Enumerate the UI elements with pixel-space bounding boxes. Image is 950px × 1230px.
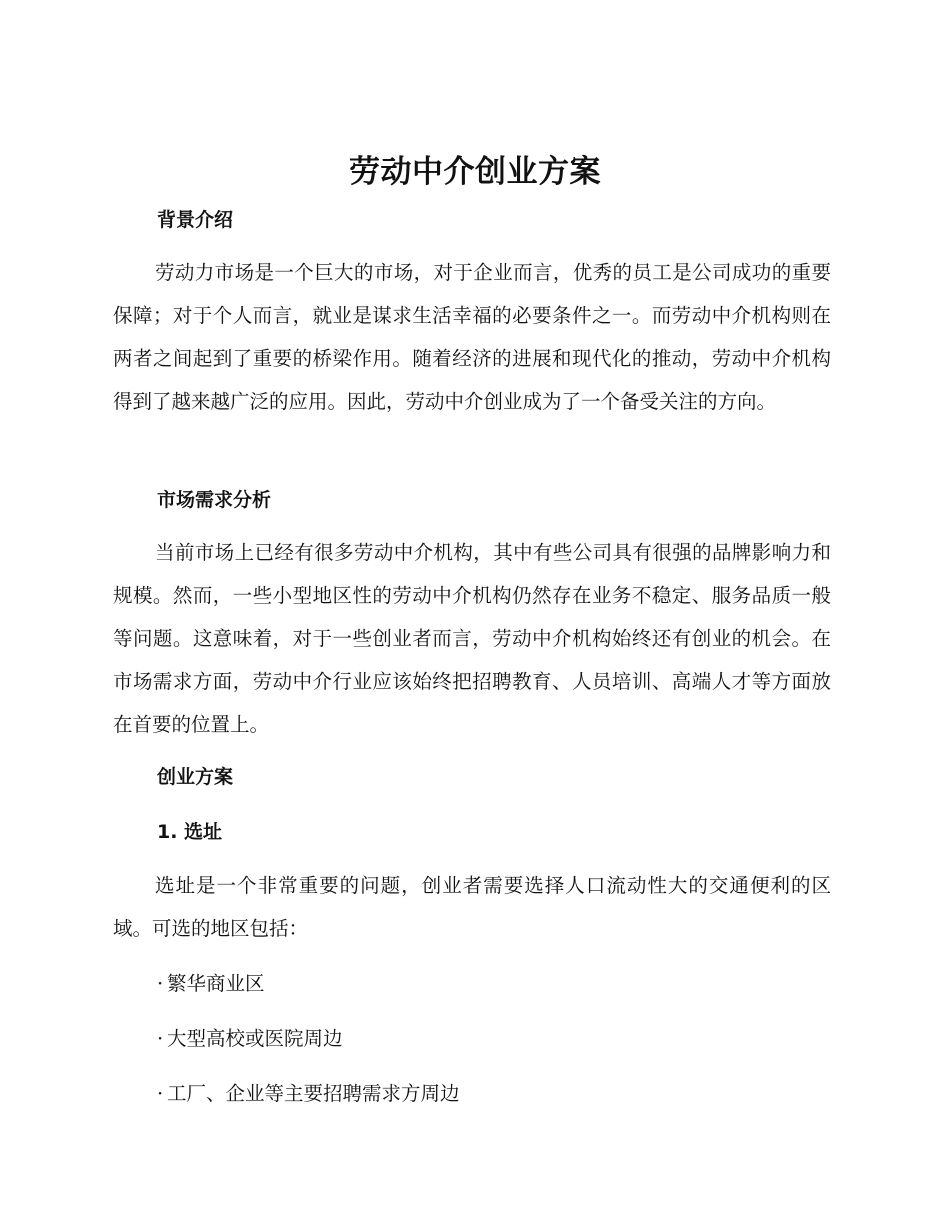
- paragraph-market-analysis: 当前市场上已经有很多劳动中介机构，其中有些公司具有很强的品牌影响力和规模。然而，一些小型地区性的劳动中介机构仍然存在业务不稳定、服务品质一般等问题。这意味着，对于一些创业者而言，劳动中介机构始终还有创业的机会。在市场需求方面，劳动中介行业应该始终把招聘教育、人员培训、高端人才等方面放在首要的位置上。: [113, 541, 831, 736]
- paragraph-background: 劳动力市场是一个巨大的市场，对于企业而言，优秀的员工是公司成功的重要保障；对于个人而言，就业是谋求生活幸福的必要条件之一。而劳动中介机构则在两者之间起到了重要的桥梁作用。随着经济的进展和现代化的推动，劳动中介机构得到了越来越广泛的应用。因此，劳动中介创业成为了一个备受关注的方向。: [113, 261, 831, 413]
- subsection-heading-location: 1. 选址: [157, 821, 223, 843]
- list-item: [157, 970, 265, 998]
- section-heading-background: 背景介绍: [157, 209, 234, 231]
- list-item-text: 大型高校或医院周边: [167, 1027, 343, 1050]
- paragraph-location: 选址是一个非常重要的问题，创业者需要选择人口流动性大的交通便利的区域。可选的地区包括：: [113, 874, 831, 940]
- list-item: [157, 1025, 343, 1053]
- list-item: [157, 1080, 460, 1108]
- list-item-text: 工厂、企业等主要招聘需求方周边: [167, 1082, 460, 1105]
- section-heading-business-plan: 创业方案: [157, 766, 234, 788]
- section-heading-market-analysis: 市场需求分析: [157, 489, 272, 511]
- bullet-icon: ·: [157, 1027, 164, 1050]
- list-item-text: 繁华商业区: [167, 972, 265, 995]
- bullet-icon: ·: [157, 972, 164, 995]
- document-title: 劳动中介创业方案: [349, 154, 601, 190]
- bullet-icon: ·: [157, 1082, 164, 1105]
